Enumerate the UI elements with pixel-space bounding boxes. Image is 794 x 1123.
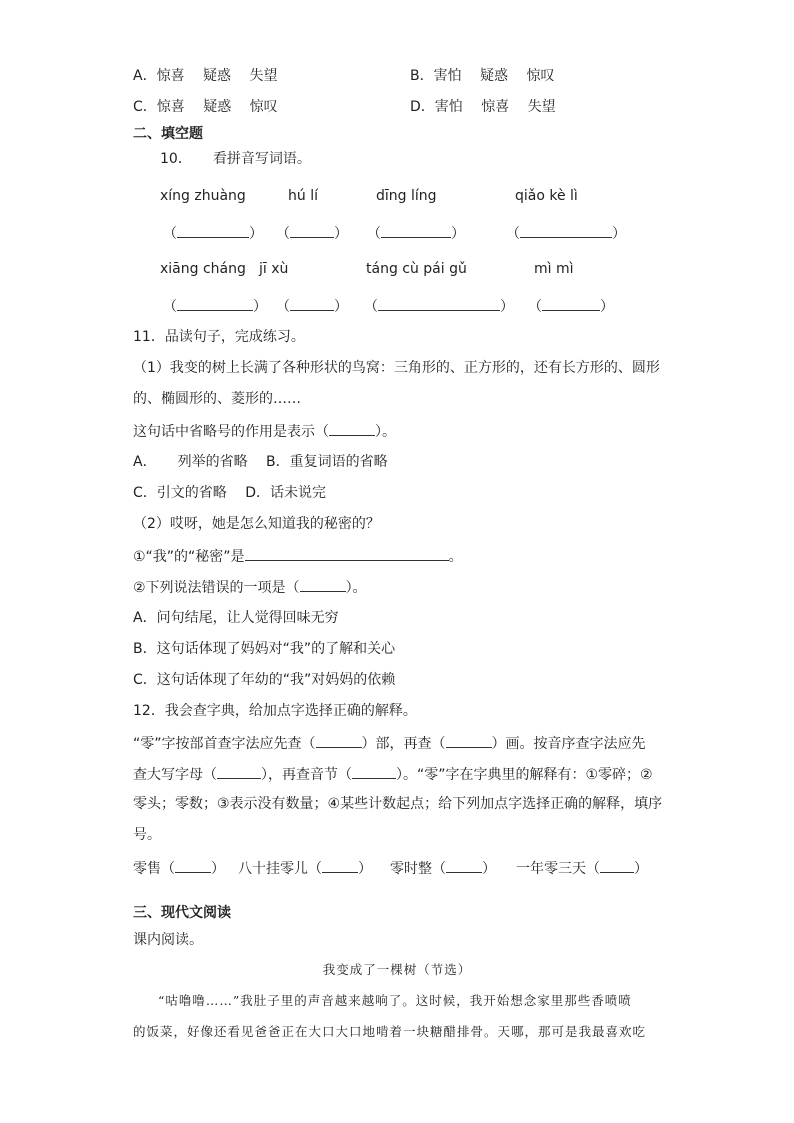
answer-blank-8[interactable]: （ ） — [528, 299, 614, 315]
q11-part1-line1: （1）我变的树上长满了各种形状的鸟窝：三角形的、正方形的，还有长方形的、圆形 — [133, 360, 660, 376]
answer-blank-6[interactable]: （ ） — [276, 299, 348, 315]
q11-part2-option-a: A．问句结尾，让人觉得回味无穷 — [133, 610, 339, 626]
answer-blank-3[interactable]: （ ） — [367, 226, 465, 242]
passage-line-2: 的饭菜，好像还看见爸爸正在大口大口地啃着一块糖醋排骨。天哪，那可是我最喜欢吃 — [133, 1024, 647, 1039]
pinyin-item: qiǎo kè lì — [515, 188, 578, 204]
answer-blank-13[interactable] — [446, 735, 492, 748]
pinyin-item: táng cù pái gǔ — [366, 261, 467, 277]
q12-line3: 零头；零数；③表示没有数量；④某些计数起点；给下列加点字选择正确的解释，填序 — [133, 796, 663, 812]
answer-blank-1[interactable]: （ ） — [163, 226, 263, 242]
q9-option-b: B．害怕 疑惑 惊叹 — [410, 68, 555, 84]
q9-option-c: C．惊喜 疑惑 惊叹 — [133, 99, 278, 115]
passage-title: 我变成了一棵树（节选） — [322, 962, 472, 977]
answer-blank-4[interactable]: （ ） — [506, 226, 626, 242]
answer-blank-9[interactable] — [329, 423, 375, 436]
answer-blank-12[interactable] — [316, 735, 362, 748]
q11-stem: 11．品读句子，完成练习。 — [133, 329, 305, 345]
q12-word-1: 零售（ ） — [133, 861, 225, 877]
answer-blank-18[interactable] — [446, 860, 482, 873]
q11-part1-line2: 的、椭圆形的、菱形的…… — [133, 391, 301, 407]
pinyin-item: xíng zhuàng — [160, 188, 246, 204]
q12-stem: 12．我会查字典，给加点字选择正确的解释。 — [133, 703, 417, 719]
pinyin-item: hú lí — [288, 188, 318, 204]
q11-part2-option-b: B．这句话体现了妈妈对“我”的了解和关心 — [133, 641, 396, 657]
answer-blank-15[interactable] — [352, 766, 396, 779]
q9-option-d: D．害怕 惊喜 失望 — [410, 99, 556, 115]
q11-part2-q1: ①“我”的“秘密”是 。 — [133, 549, 463, 565]
q12-word-3: 零时整（ ） — [390, 861, 496, 877]
answer-blank-19[interactable] — [600, 860, 634, 873]
pinyin-item: xiāng cháng — [160, 261, 246, 277]
q11-part2-option-c: C．这句话体现了年幼的“我”对妈妈的依赖 — [133, 672, 396, 688]
answer-blank-10[interactable] — [245, 548, 449, 561]
q11-part1-options-ab: A． 列举的省略 B．重复词语的省略 — [133, 454, 388, 470]
pinyin-item: jī xù — [259, 261, 289, 277]
answer-blank-17[interactable] — [322, 860, 358, 873]
q11-part1-question: 这句话中省略号的作用是表示（ ）。 — [133, 424, 396, 440]
passage-line-1: “咕噜噜……”我肚子里的声音越来越响了。这时候，我开始想念家里那些香喷喷 — [158, 993, 632, 1008]
answer-blank-14[interactable] — [217, 766, 261, 779]
section-title-fill-in: 二、填空题 — [133, 126, 203, 142]
q9-option-a: A．惊喜 疑惑 失望 — [133, 68, 278, 84]
section-subtitle: 课内阅读。 — [133, 932, 203, 948]
answer-blank-11[interactable] — [300, 579, 346, 592]
q11-part2: （2）哎呀，她是怎么知道我的秘密的？ — [133, 516, 380, 532]
q10-stem: 10． 看拼音写词语。 — [160, 151, 311, 167]
q12-word-4: 一年零三天（ ） — [516, 861, 648, 877]
q11-part2-q2: ②下列说法错误的一项是（ ）。 — [133, 580, 367, 596]
pinyin-item: mì mì — [534, 261, 574, 277]
answer-blank-5[interactable]: （ ） — [163, 299, 267, 315]
q11-part1-options-cd: C．引文的省略 D．话未说完 — [133, 485, 327, 501]
q12-line2: 查大写字母（ ），再查音节（ ）。“零”字在字典里的解释有：①零碎；② — [133, 767, 653, 783]
pinyin-item: dīng líng — [376, 188, 437, 204]
section-title-reading: 三、现代文阅读 — [133, 905, 231, 921]
answer-blank-7[interactable]: （ ） — [364, 299, 514, 315]
answer-blank-16[interactable] — [175, 860, 211, 873]
q12-word-2: 八十挂零儿（ ） — [238, 861, 372, 877]
q12-line1: “零”字按部首查字法应先查（ ）部，再查（ ）画。按音序查字法应先 — [133, 736, 646, 752]
q12-line4: 号。 — [133, 827, 161, 843]
answer-blank-2[interactable]: （ ） — [276, 226, 348, 242]
